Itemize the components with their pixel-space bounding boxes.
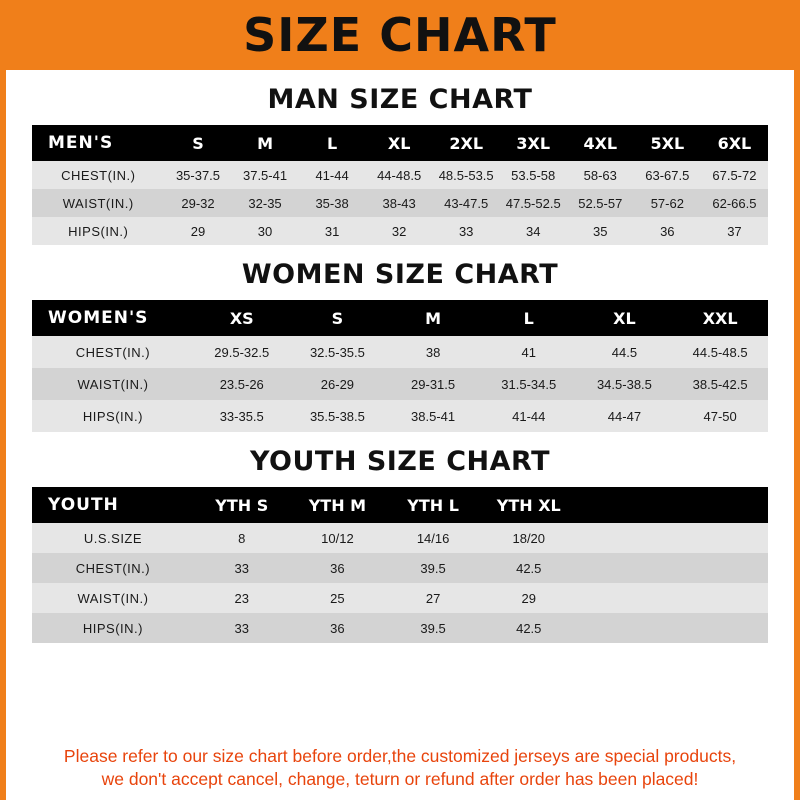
row-label: HIPS(IN.) (32, 217, 164, 245)
cell: 23.5-26 (194, 368, 290, 400)
cell: 29-32 (164, 189, 231, 217)
table-women (32, 300, 768, 432)
cell: 27 (385, 583, 481, 613)
cell: 37 (701, 217, 768, 245)
cell: 8 (194, 523, 290, 553)
table-row (32, 336, 768, 368)
cell: 32 (366, 217, 433, 245)
section-title-man: MAN SIZE CHART (267, 84, 533, 115)
cell: 37.5-41 (232, 161, 299, 189)
row-label: CHEST(IN.) (32, 336, 194, 368)
cell: 33 (194, 553, 290, 583)
cell: 47.5-52.5 (500, 189, 567, 217)
table-header-label: MEN'S (32, 125, 164, 161)
column-header (672, 487, 768, 523)
cell: 31.5-34.5 (481, 368, 577, 400)
column-header: L (299, 125, 366, 161)
cell (672, 613, 768, 643)
cell: 29 (164, 217, 231, 245)
cell: 32-35 (232, 189, 299, 217)
column-header: XS (194, 300, 290, 336)
cell: 23 (194, 583, 290, 613)
page-title: SIZE CHART (243, 8, 557, 62)
section-women (6, 259, 794, 432)
column-header (577, 487, 673, 523)
cell: 43-47.5 (433, 189, 500, 217)
table-header-row (32, 487, 768, 523)
cell: 39.5 (385, 613, 481, 643)
table-row (32, 400, 768, 432)
cell: 38.5-42.5 (672, 368, 768, 400)
row-label: CHEST(IN.) (32, 553, 194, 583)
cell: 36 (290, 553, 386, 583)
cell: 38.5-41 (385, 400, 481, 432)
cell: 18/20 (481, 523, 577, 553)
cell: 39.5 (385, 553, 481, 583)
table-header-label: WOMEN'S (32, 300, 194, 336)
cell: 41-44 (299, 161, 366, 189)
table-row (32, 583, 768, 613)
cell: 34 (500, 217, 567, 245)
column-header: 2XL (433, 125, 500, 161)
cell: 44-47 (577, 400, 673, 432)
cell (577, 583, 673, 613)
table-header-label: YOUTH (32, 487, 194, 523)
cell: 44.5 (577, 336, 673, 368)
table-row (32, 217, 768, 245)
cell (577, 613, 673, 643)
column-header: XL (577, 300, 673, 336)
cell: 48.5-53.5 (433, 161, 500, 189)
column-header: YTH M (290, 487, 386, 523)
row-label: WAIST(IN.) (32, 368, 194, 400)
column-header: 6XL (701, 125, 768, 161)
cell: 32.5-35.5 (290, 336, 386, 368)
cell: 33-35.5 (194, 400, 290, 432)
column-header: 4XL (567, 125, 634, 161)
cell: 36 (634, 217, 701, 245)
cell: 41 (481, 336, 577, 368)
cell (577, 523, 673, 553)
row-label: HIPS(IN.) (32, 400, 194, 432)
table-row (32, 368, 768, 400)
cell: 63-67.5 (634, 161, 701, 189)
cell: 36 (290, 613, 386, 643)
cell (672, 553, 768, 583)
footer-line-1: Please refer to our size chart before order,the customized jerseys are special products, (63, 745, 737, 766)
column-header: XXL (672, 300, 768, 336)
section-title-women: WOMEN SIZE CHART (241, 259, 559, 290)
cell: 58-63 (567, 161, 634, 189)
cell: 31 (299, 217, 366, 245)
cell: 44-48.5 (366, 161, 433, 189)
cell: 35.5-38.5 (290, 400, 386, 432)
cell: 62-66.5 (701, 189, 768, 217)
section-youth (6, 446, 794, 643)
column-header: 3XL (500, 125, 567, 161)
table-row (32, 189, 768, 217)
table-row (32, 613, 768, 643)
cell: 33 (194, 613, 290, 643)
cell: 67.5-72 (701, 161, 768, 189)
row-label: CHEST(IN.) (32, 161, 164, 189)
cell: 47-50 (672, 400, 768, 432)
header-banner (0, 0, 800, 70)
cell: 35-37.5 (164, 161, 231, 189)
cell: 35-38 (299, 189, 366, 217)
cell: 14/16 (385, 523, 481, 553)
cell (672, 583, 768, 613)
table-row (32, 161, 768, 189)
row-label: HIPS(IN.) (32, 613, 194, 643)
cell: 53.5-58 (500, 161, 567, 189)
cell: 38-43 (366, 189, 433, 217)
column-header: L (481, 300, 577, 336)
cell (672, 523, 768, 553)
cell: 25 (290, 583, 386, 613)
column-header: S (164, 125, 231, 161)
row-label: WAIST(IN.) (32, 583, 194, 613)
footer-disclaimer (6, 745, 794, 792)
row-label: U.S.SIZE (32, 523, 194, 553)
table-row (32, 523, 768, 553)
cell: 29 (481, 583, 577, 613)
cell: 52.5-57 (567, 189, 634, 217)
column-header: YTH XL (481, 487, 577, 523)
cell: 29-31.5 (385, 368, 481, 400)
column-header: XL (366, 125, 433, 161)
column-header: YTH S (194, 487, 290, 523)
cell: 41-44 (481, 400, 577, 432)
cell: 57-62 (634, 189, 701, 217)
cell: 33 (433, 217, 500, 245)
column-header: M (385, 300, 481, 336)
section-title-youth: YOUTH SIZE CHART (249, 446, 551, 477)
cell: 34.5-38.5 (577, 368, 673, 400)
table-row (32, 553, 768, 583)
cell: 42.5 (481, 613, 577, 643)
column-header: M (232, 125, 299, 161)
table-header-row (32, 125, 768, 161)
column-header: S (290, 300, 386, 336)
table-man (32, 125, 768, 245)
cell: 38 (385, 336, 481, 368)
section-man (6, 84, 794, 245)
cell: 35 (567, 217, 634, 245)
row-label: WAIST(IN.) (32, 189, 164, 217)
cell: 30 (232, 217, 299, 245)
footer-line-2: we don't accept cancel, change, teturn or refund after order has been placed! (101, 769, 699, 790)
table-header-row (32, 300, 768, 336)
cell: 44.5-48.5 (672, 336, 768, 368)
cell (577, 553, 673, 583)
table-youth (32, 487, 768, 643)
column-header: YTH L (385, 487, 481, 523)
cell: 29.5-32.5 (194, 336, 290, 368)
column-header: 5XL (634, 125, 701, 161)
cell: 10/12 (290, 523, 386, 553)
cell: 26-29 (290, 368, 386, 400)
cell: 42.5 (481, 553, 577, 583)
